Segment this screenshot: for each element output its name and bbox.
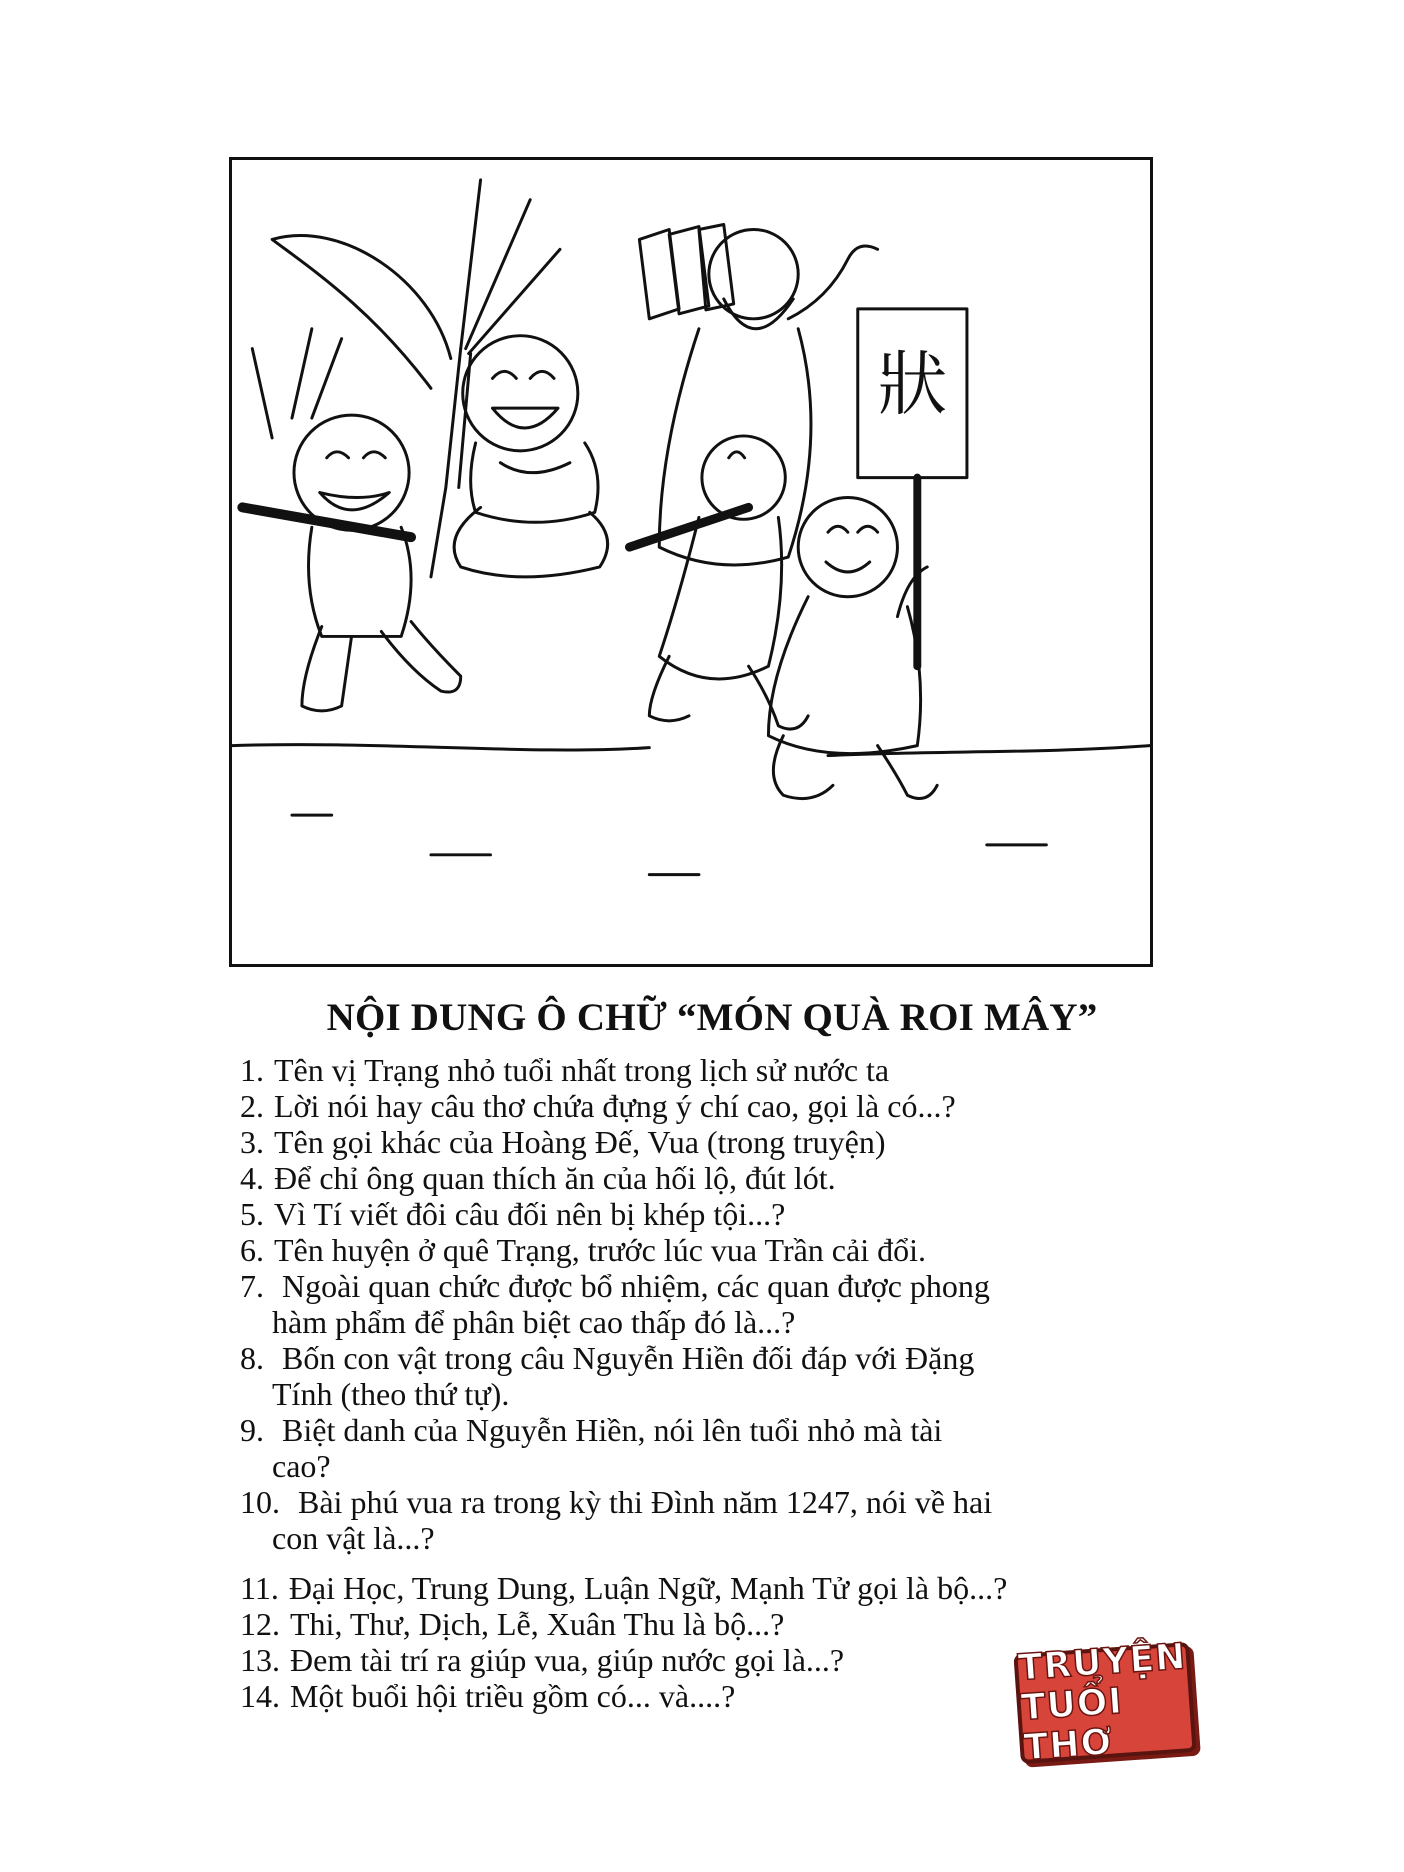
logo-line1: TRUYỆN	[1016, 1636, 1188, 1689]
question-item: 8. Bốn con vật trong câu Nguyễn Hiền đối đáp với Đặng Tính (theo thứ tự).	[240, 1340, 975, 1412]
question-item: 9. Biệt danh của Nguyễn Hiền, nói lên tuổi nhỏ mà tài cao?	[240, 1412, 943, 1484]
logo-line2: TUỔI THƠ	[1019, 1680, 1125, 1769]
children-parade-drawing	[232, 160, 1150, 964]
question-item: 4. Để chỉ ông quan thích ăn của hối lộ, đút lót.	[240, 1160, 836, 1196]
question-item: 14. Một buổi hội triều gồm có... và....?	[240, 1678, 736, 1714]
question-item: 7. Ngoài quan chức được bổ nhiệm, các quan được phong hàm phẩm để phân biệt cao thấp đó là...?	[240, 1268, 990, 1340]
question-item: 1. Tên vị Trạng nhỏ tuổi nhất trong lịch sử nước ta	[240, 1052, 890, 1088]
publisher-logo	[1013, 1636, 1196, 1769]
comic-illustration	[229, 157, 1153, 967]
question-item: 2. Lời nói hay câu thơ chứa đựng ý chí cao, gọi là có...?	[240, 1088, 956, 1124]
question-item: 12. Thi, Thư, Dịch, Lễ, Xuân Thu là bộ...?	[240, 1606, 785, 1642]
page-title: NỘI DUNG Ô CHỮ “MÓN QUÀ ROI MÂY”	[326, 996, 1098, 1039]
banner-character: 狀	[877, 345, 948, 426]
question-item: 5. Vì Tí viết đôi câu đối nên bị khép tội...?	[240, 1196, 786, 1232]
question-list	[240, 1052, 1140, 1714]
question-item: 10. Bài phú vua ra trong kỳ thi Đình năm 1247, nói về hai con vật là...?	[240, 1484, 993, 1556]
spacer	[240, 1556, 1140, 1570]
question-item: 6. Tên huyện ở quê Trạng, trước lúc vua Trần cải đổi.	[240, 1232, 926, 1268]
question-item: 13. Đem tài trí ra giúp vua, giúp nước gọi là...?	[240, 1642, 845, 1678]
question-item: 11. Đại Học, Trung Dung, Luận Ngữ, Mạnh Tử gọi là bộ...?	[240, 1570, 1008, 1606]
question-item: 3. Tên gọi khác của Hoàng Đế, Vua (trong truyện)	[240, 1124, 886, 1160]
logo-badge	[1013, 1636, 1196, 1769]
